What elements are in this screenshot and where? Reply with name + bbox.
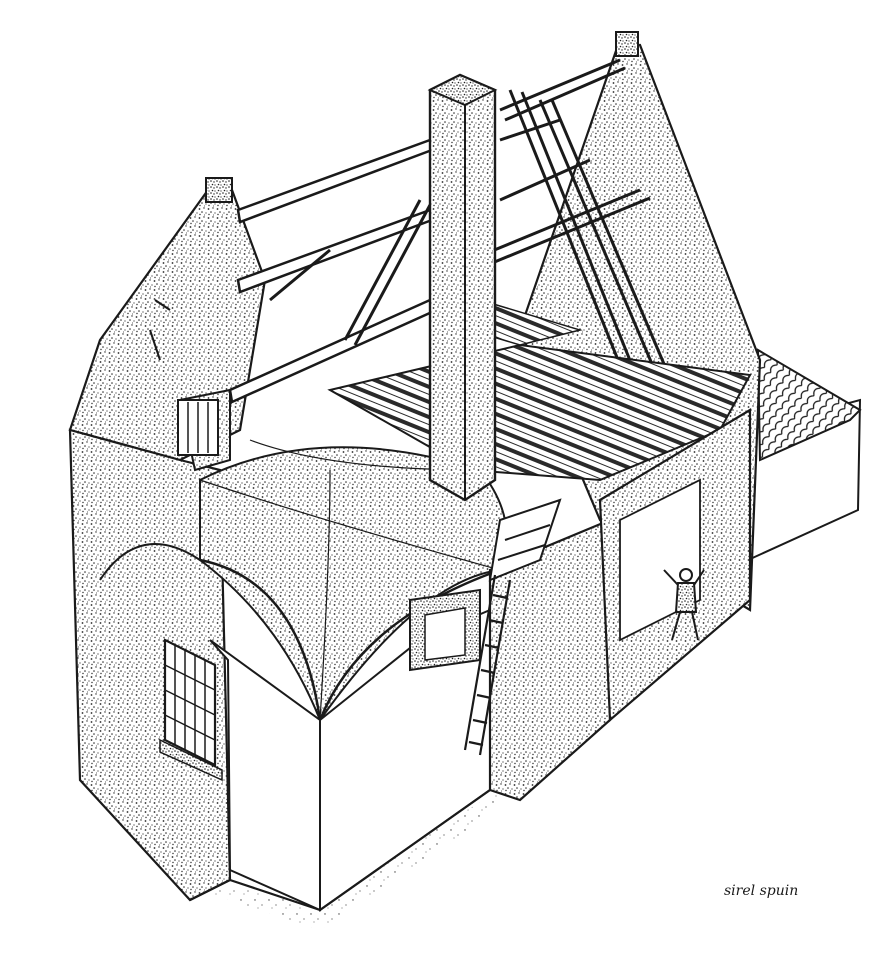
signature [724, 883, 798, 899]
right-annex [748, 350, 860, 590]
left-gable-wall [70, 178, 265, 460]
fireplace [410, 590, 480, 670]
roof-purlins [230, 140, 432, 402]
signature-text: sirel spuin [724, 883, 799, 899]
left-front-wall [70, 390, 230, 900]
chimney-stack [430, 75, 495, 500]
